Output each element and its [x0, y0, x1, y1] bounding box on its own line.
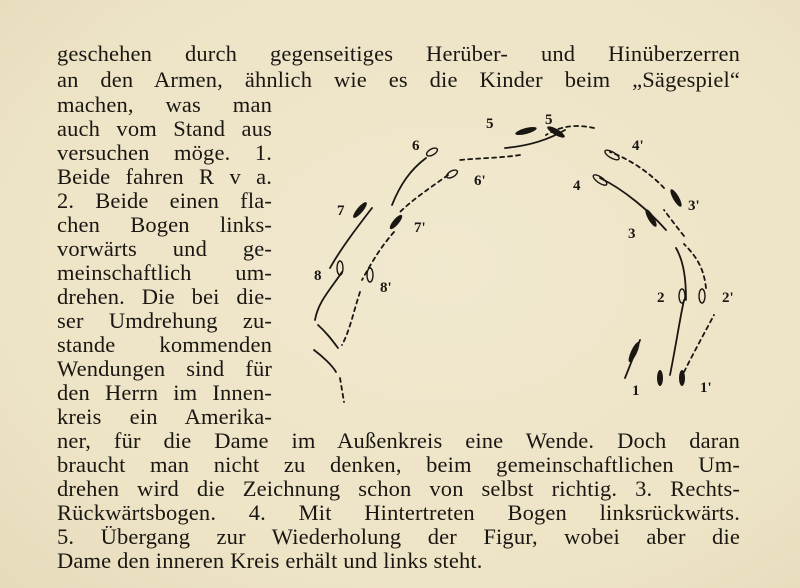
- text-line: Wendungen sind für: [57, 356, 272, 381]
- track-dashed: [342, 292, 360, 345]
- text-line: versuchen möge. 1.: [57, 140, 272, 165]
- track-dashed: [684, 244, 706, 288]
- text-line: 5. Übergang zur Wiederholung der Figur, wobei aber die: [57, 524, 740, 549]
- track-solid: [318, 325, 338, 348]
- figure-label: 4: [573, 178, 581, 194]
- text-line: auch vom Stand aus: [57, 116, 272, 141]
- track-dashed: [610, 152, 664, 188]
- skate-mark: [668, 188, 683, 208]
- track-solid: [392, 158, 426, 205]
- skating-figure-diagram: [300, 100, 740, 410]
- skate-outline: [367, 268, 373, 282]
- track-dashed: [460, 155, 520, 160]
- skate-outline: [337, 261, 343, 275]
- figure-label: 1': [700, 380, 712, 396]
- track-dashed: [340, 378, 344, 402]
- skate-outline: [699, 289, 705, 303]
- skate-mark: [627, 341, 642, 363]
- text-line: ser Umdrehung zu-: [57, 308, 272, 333]
- text-line: braucht man nicht zu denken, beim gemeinschaftlichen Um-: [57, 452, 740, 477]
- figure-label: 3: [628, 226, 636, 242]
- text-line: stande kommenden: [57, 332, 272, 357]
- figure-label: 8: [314, 268, 322, 284]
- text-line: machen, was man: [57, 92, 272, 117]
- text-line: kreis ein Amerika-: [57, 404, 272, 429]
- text-line: den Herrn im Innen-: [57, 380, 272, 405]
- figure-label: 2': [722, 290, 734, 306]
- text-line: drehen. Die bei die-: [57, 284, 272, 309]
- text-line: ner, für die Dame im Außenkreis eine Wende. Doch daran: [57, 428, 740, 453]
- text-line: chen Bogen links-: [57, 212, 272, 237]
- figure-label: 5: [486, 116, 494, 132]
- figure-label: 3': [688, 198, 700, 214]
- skate-mark: [388, 213, 404, 231]
- track-solid: [314, 350, 336, 372]
- text-line: an den Armen, ähnlich wie es die Kinder beim „Sägespiel“: [57, 67, 740, 92]
- figure-label: 6': [474, 173, 486, 189]
- figure-label: 4': [632, 138, 644, 154]
- text-line: Beide fahren R v a.: [57, 164, 272, 189]
- track-solid: [670, 300, 684, 375]
- figure-label: 8': [380, 280, 392, 296]
- skate-mark: [657, 370, 663, 386]
- track-dashed: [400, 175, 448, 212]
- figure-label: 7': [414, 220, 426, 236]
- figure-label: 1: [632, 383, 640, 399]
- text-line: meinschaftlich um-: [57, 260, 272, 285]
- figure-label: 5: [545, 112, 553, 128]
- skate-outline: [445, 168, 458, 179]
- skate-mark: [679, 370, 685, 386]
- figure-label: 2: [657, 290, 665, 306]
- text-line: vorwärts und ge-: [57, 236, 272, 261]
- text-line: Dame den inneren Kreis erhält und links steht.: [57, 548, 483, 573]
- text-line: geschehen durch gegenseitiges Herüber- und Hinüberzerren: [57, 41, 740, 66]
- text-line: drehen wird die Zeichnung schon von selbst richtig. 3. Rechts-: [57, 476, 740, 501]
- track-dashed: [684, 315, 714, 372]
- text-line: 2. Beide einen fla-: [57, 188, 272, 213]
- track-dashed: [664, 210, 684, 236]
- figure-label: 7: [337, 203, 345, 219]
- skate-mark: [643, 208, 658, 228]
- skate-mark: [515, 125, 538, 136]
- skate-outline: [425, 146, 438, 157]
- text-line: Rückwärtsbogen. 4. Mit Hintertreten Bogen linksrückwärts.: [57, 500, 740, 525]
- figure-label: 6: [412, 138, 420, 154]
- skate-outline: [604, 148, 621, 161]
- skate-outline: [679, 289, 685, 303]
